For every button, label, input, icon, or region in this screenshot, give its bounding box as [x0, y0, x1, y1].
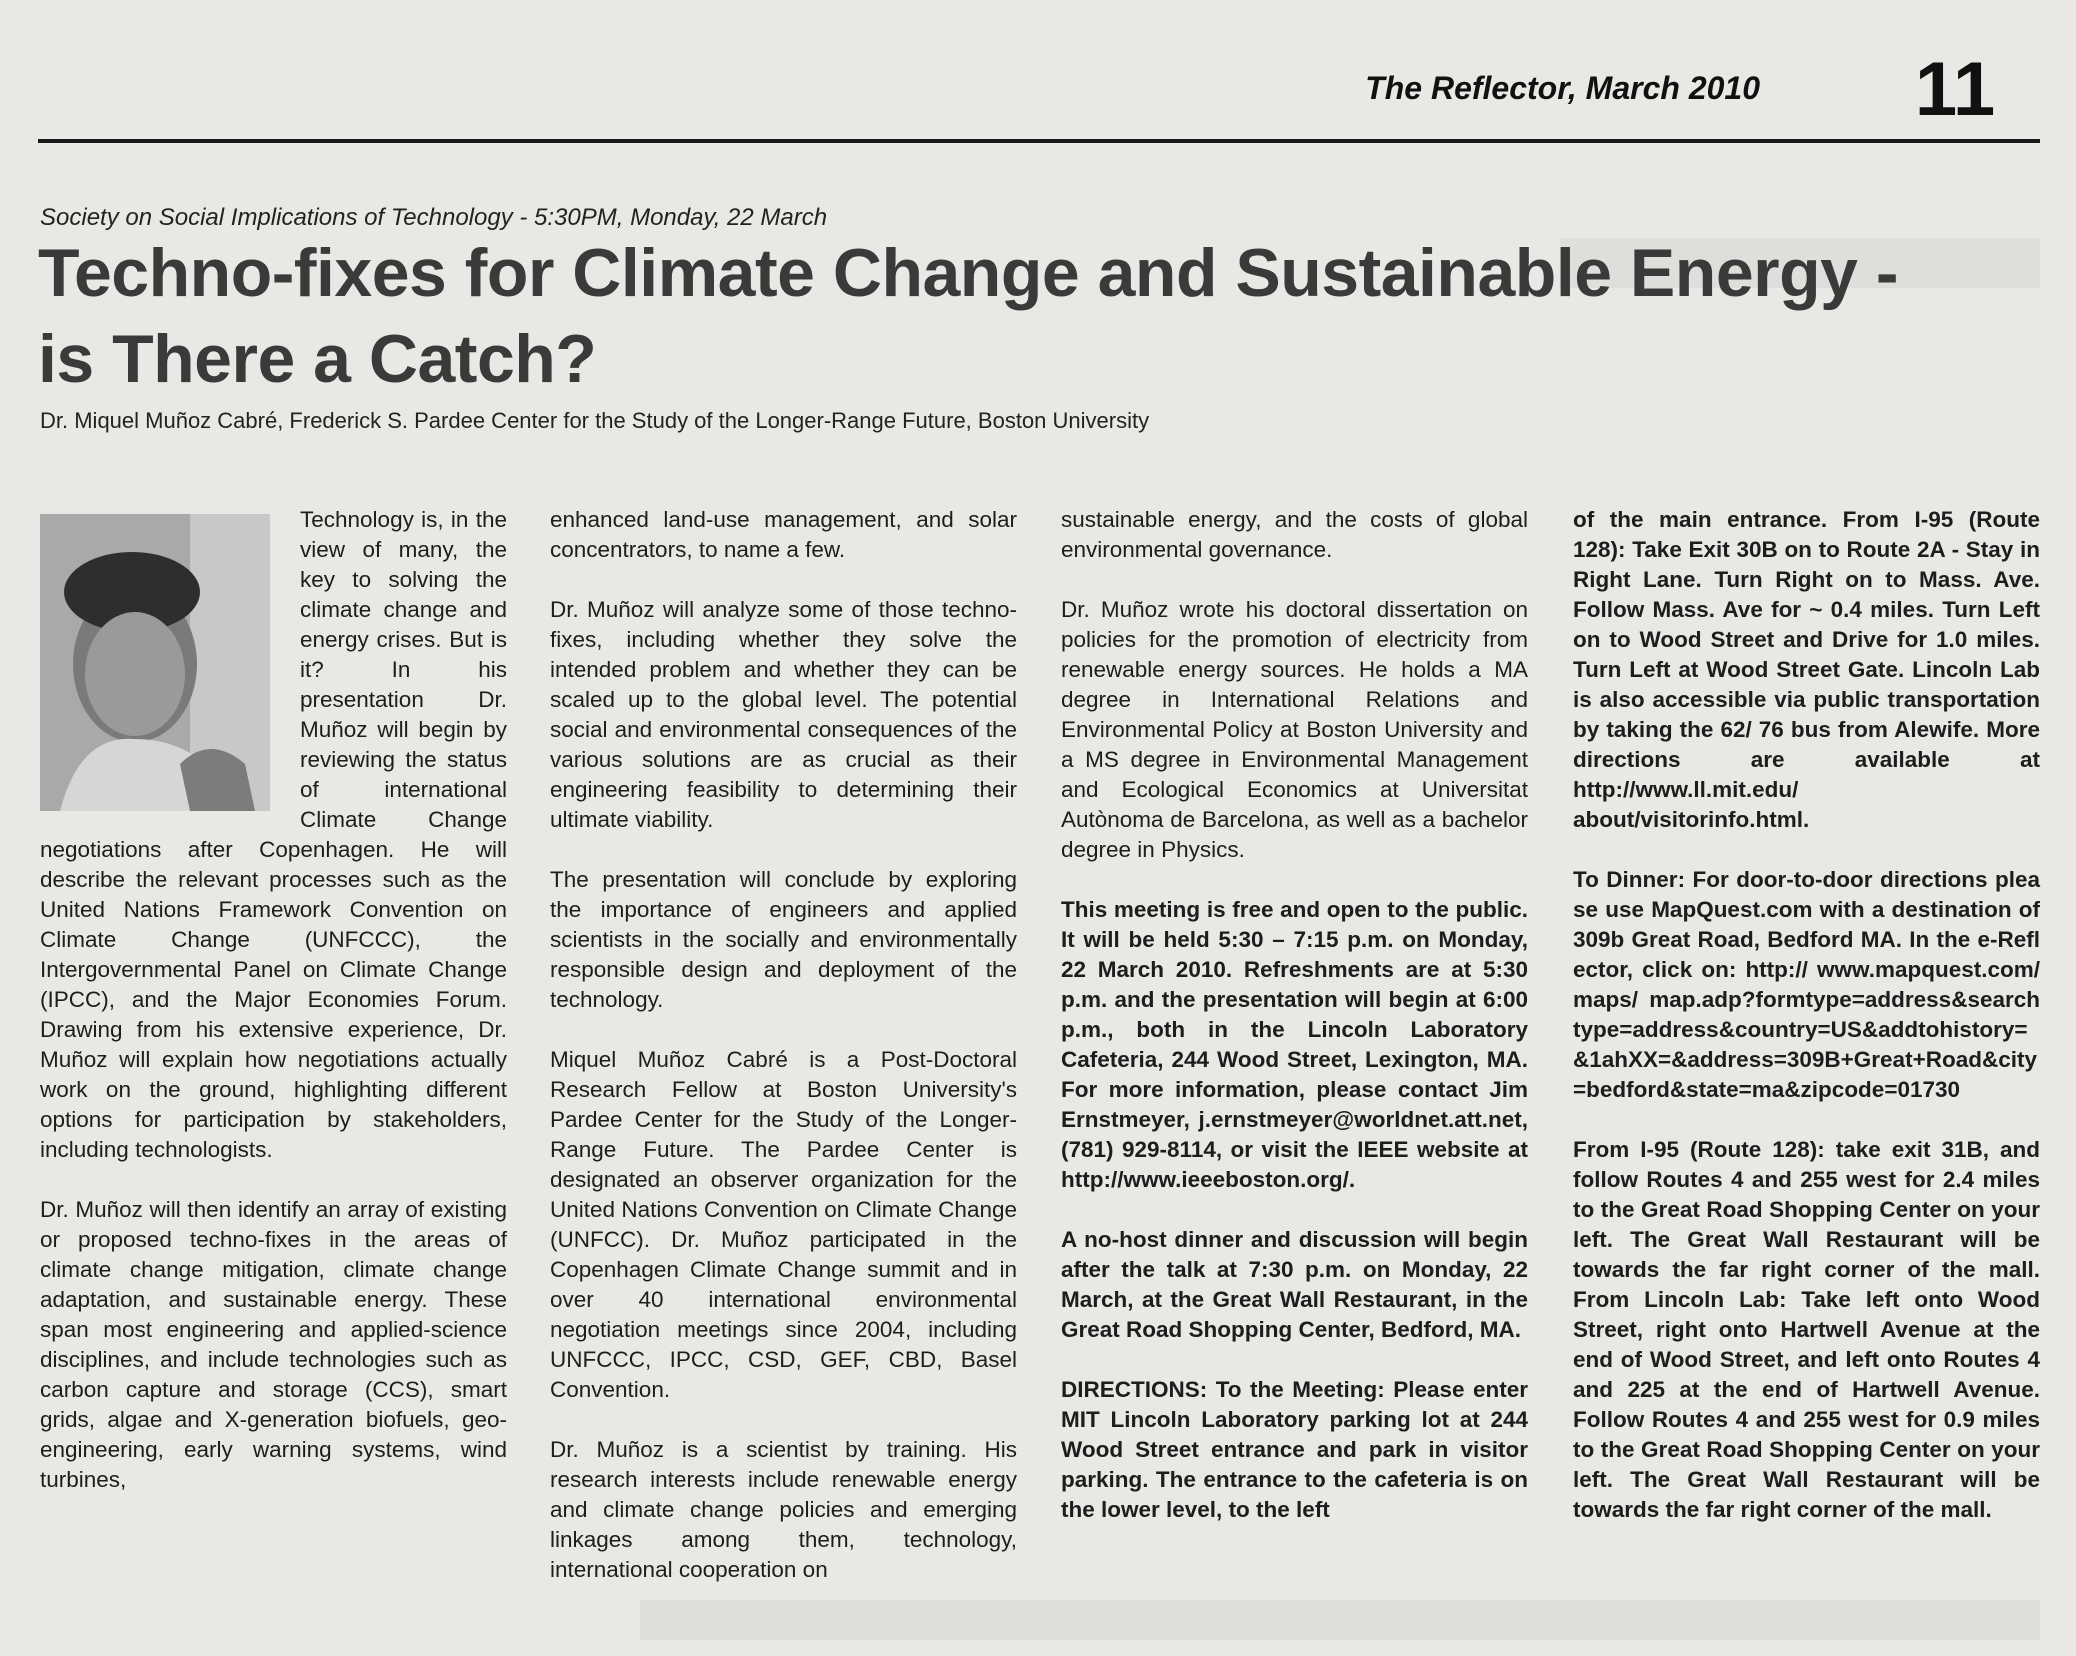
- article-byline: Dr. Miquel Muñoz Cabré, Frederick S. Pardee Center for the Study of the Longer-Range Future, Boston University: [40, 408, 1150, 433]
- paragraph: Dr. Muñoz will analyze some of those techno-fixes, including whether they solve the intended problem and whether they can be scaled up to the global level. The potential social and environmental consequences of the various solutions are as crucial as their engineering feasibility to determining their ultimate viability.: [550, 597, 1017, 832]
- paragraph: sustainable energy, and the costs of global environmental governance.: [1061, 507, 1528, 562]
- page-number: 11: [1914, 47, 1996, 132]
- directions-dinner: To Dinner: For door-to-door directions please use MapQuest.com with a destination of 309b Great Road, Bedford MA. In the e-Reflector, click on: http:// www.mapquest.com/maps/ map.adp?formtype=address&searchtype=address&country=US&addtohistory=&1ahXX=&address=309B+Great+Road&city=bedford&state=ma&zipcode=01730: [1573, 867, 2040, 1102]
- directions-info: DIRECTIONS: To the Meeting: Please enter MIT Lincoln Laboratory parking lot at 244 Wood Street entrance and park in visitor parking. The entrance to the cafeteria is on the lower level, to the left: [1061, 1377, 1528, 1522]
- paragraph: [40, 505, 507, 1165]
- article-column-1: [40, 505, 507, 1495]
- paragraph: enhanced land-use management, and solar concentrators, to name a few.: [550, 507, 1017, 562]
- header-rule: [38, 139, 2040, 143]
- headline-line-2: is There a Catch?: [38, 321, 597, 397]
- headline-line-1: Techno-fixes for Climate Change and Sustainable Energy -: [38, 235, 1898, 311]
- dinner-info: A no-host dinner and discussion will begin after the talk at 7:30 p.m. on Monday, 22 March, at the Great Wall Restaurant, in the Great Road Shopping Center, Bedford, MA.: [1061, 1227, 1528, 1342]
- paragraph: The presentation will conclude by exploring the importance of engineers and applied scientists in the socially and environmentally responsible design and deployment of the technology.: [550, 867, 1017, 1012]
- meeting-info: This meeting is free and open to the public. It will be held 5:30 – 7:15 p.m. on Monday, 22 March 2010. Refreshments are at 5:30 p.m. and the presentation will begin at 6:00 p.m., both in the Lincoln Laboratory Cafeteria, 244 Wood Street, Lexington, MA. For more information, please contact Jim Ernstmeyer, j.ernstmeyer@worldnet.att.net, (781) 929-8114, or visit the IEEE website at http://www.ieeeboston.org/.: [1061, 897, 1528, 1192]
- directions-meeting: of the main entrance. From I-95 (Route 128): Take Exit 30B on to Route 2A - Stay in Right Lane. Turn Right on to Mass. Ave. Follow Mass. Ave for ~ 0.4 miles. Turn Left on to Wood Street and Drive for 1.0 miles. Turn Left at Wood Street Gate. Lincoln Lab is also accessible via public transportation by taking the 62/ 76 bus from Alewife. More directions are available at http://www.ll.mit.edu/ about/visitorinfo.html.: [1573, 507, 2040, 832]
- paragraph: Dr. Muñoz wrote his doctoral dissertation on policies for the promotion of electricity from renewable energy sources. He holds a MA degree in International Relations and Environmental Policy at Boston University and a MS degree in Environmental Management and Ecological Economics at Universitat Autònoma de Barcelona, as well as a bachelor degree in Physics.: [1061, 597, 1528, 862]
- article-kicker: Society on Social Implications of Technology - 5:30PM, Monday, 22 March: [40, 204, 828, 231]
- paragraph: Miquel Muñoz Cabré is a Post-Doctoral Research Fellow at Boston University's Pardee Center for the Study of the Longer-Range Future. The Pardee Center is designated an observer organization for the United Nations Convention on Climate Change (UNFCC). Dr. Muñoz participated in the Copenhagen Climate Change summit and in over 40 international environmental negotiation meetings since 2004, including UNFCCC, IPCC, CSD, GEF, CBD, Basel Convention.: [550, 1047, 1017, 1402]
- article-column-2: [550, 505, 1017, 1585]
- publication-title: The Reflector, March 2010: [1365, 70, 1760, 106]
- article-headline: [38, 230, 1998, 402]
- article-column-3: [1061, 505, 1528, 1525]
- directions-route: From I-95 (Route 128): take exit 31B, and follow Routes 4 and 255 west for 2.4 miles to the Great Road Shopping Center on your left. The Great Wall Restaurant will be towards the far right corner of the mall. From Lincoln Lab: Take left onto Wood Street, right onto Hartwell Avenue at the end of Wood Street, and left onto Routes 4 and 225 at the end of Hartwell Avenue. Follow Routes 4 and 255 west for 0.9 miles to the Great Road Shopping Center on your left. The Great Wall Restaurant will be towards the far right corner of the mall.: [1573, 1137, 2040, 1522]
- paragraph: Dr. Muñoz is a scientist by training. His research interests include renewable energy and climate change policies and emerging linkages among them, technology, international cooperation on: [550, 1437, 1017, 1582]
- article-column-4: [1573, 505, 2040, 1525]
- paragraph-text: Technology is, in the view of many, the key to solving the climate change and energy crises. But is it? In his presentation Dr. Muñoz will begin by reviewing the status of international Climate Change negotiations after Copenhagen. He will describe the relevant processes such as the United Nations Framework Convention on Climate Change (UNFCCC), the Intergovernmental Panel on Climate Change (IPCC), and the Major Economies Forum. Drawing from his extensive experience, Dr. Muñoz will explain how negotiations actually work on the ground, highlighting different options for participation by stakeholders, including technologists.: [40, 507, 507, 1162]
- paragraph: Dr. Muñoz will then identify an array of existing or proposed techno-fixes in the areas of climate change mitigation, climate change adaptation, and sustainable energy. These span most engineering and applied-science disciplines, and include technologies such as carbon capture and storage (CCS), smart grids, algae and X-generation biofuels, geo-engineering, early warning systems, wind turbines,: [40, 1197, 507, 1492]
